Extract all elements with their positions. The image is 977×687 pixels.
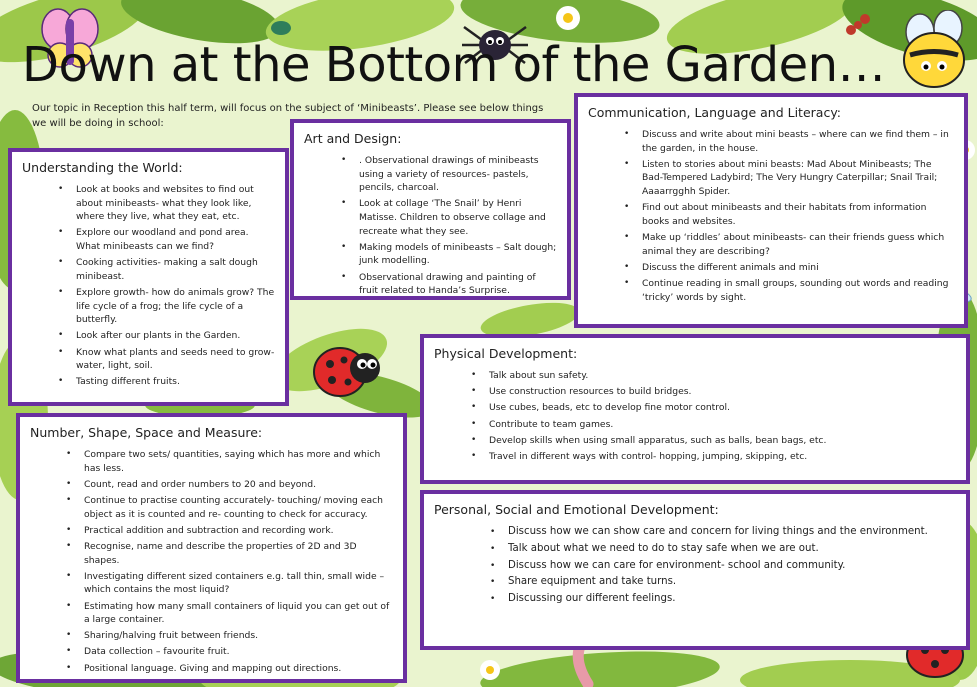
personal-social-panel [420,490,970,650]
list-item: • Make up ‘riddles’ about minibeasts- can their friends guess which animal they are describing? [642,231,954,258]
bullet-list [30,448,393,675]
bullet-list [22,183,275,389]
list-item: • Estimating how many small containers of liquid you can get out of a large container. [84,600,393,627]
list-item: • Know what plants and seeds need to grow- water, light, soil. [76,346,275,373]
panel-heading: Physical Development: [434,346,578,361]
understanding-world-panel [8,148,289,406]
list-item: • Discussing our different feelings. [508,592,956,606]
list-item: • Practical addition and subtraction and recording work. [84,524,393,538]
list-item: • Explore growth- how do animals grow? The life cycle of a frog; the life cycle of a butterfly. [76,286,275,327]
list-item: • Use construction resources to build bridges. [489,385,956,399]
list-item: • Discuss how we can care for environment- school and community. [508,559,956,573]
list-item: • Travel in different ways with control- hopping, jumping, skipping, etc. [489,450,956,464]
list-item: • Positional language. Giving and mapping out directions. [84,662,393,676]
list-item: • Tasting different fruits. [76,375,275,389]
list-item: • Contribute to team games. [489,418,956,432]
physical-development-panel [420,334,970,484]
bullet-list [434,369,956,464]
list-item: • Discuss the different animals and mini [642,261,954,275]
bullet-list [304,154,557,298]
list-item: • Talk about sun safety. [489,369,956,383]
panel-heading: Number, Shape, Space and Measure: [30,425,263,440]
ladybird-icon [310,340,385,400]
list-item: • Develop skills when using small apparatus, such as balls, bean bags, etc. [489,434,956,448]
intro-text: Our topic in Reception this half term, will focus on the subject of ‘Minibeasts’. Please see below things we will be doing in school: [32,103,544,129]
list-item: • Look after our plants in the Garden. [76,329,275,343]
list-item: • Continue reading in small groups, sounding out words and reading ‘tricky’ words by sight. [642,277,954,304]
list-item: • . Observational drawings of minibeasts using a variety of resources- pastels, pencils, charcoal. [359,154,557,195]
panel-heading: Art and Design: [304,131,402,146]
page-title: Down at the Bottom of the Garden… [22,37,886,93]
list-item: • Look at books and websites to find out about minibeasts- what they look like, where they live, what they eat, etc. [76,183,275,224]
number-shape-panel [16,413,407,683]
bullet-list [434,525,956,607]
beetle-icon [266,18,296,38]
bullet-list [588,128,954,304]
art-design-panel [290,119,571,300]
panel-heading: Understanding the World: [22,160,183,175]
list-item: • Talk about what we need to do to stay safe when we are out. [508,542,956,556]
list-item: • Sharing/halving fruit between friends. [84,629,393,643]
list-item: • Discuss and write about mini beasts – where can we find them – in the garden, in the house. [642,128,954,155]
list-item: • Making models of minibeasts – Salt dough; junk modelling. [359,241,557,268]
list-item: • Observational drawing and painting of fruit related to Handa’s Surprise. [359,271,557,298]
list-item: • Share equipment and take turns. [508,575,956,589]
list-item: • Recognise, name and describe the properties of 2D and 3D shapes. [84,540,393,567]
list-item: • Count, read and order numbers to 20 and beyond. [84,478,393,492]
list-item: • Discuss how we can show care and concern for living things and the environment. [508,525,956,539]
ant-icon [845,12,871,38]
list-item: • Use cubes, beads, etc to develop fine motor control. [489,401,956,415]
list-item: • Look at collage ‘The Snail’ by Henri Matisse. Children to observe collage and recreate what they see. [359,197,557,238]
list-item: • Cooking activities- making a salt dough minibeast. [76,256,275,283]
panel-heading: Communication, Language and Literacy: [588,105,842,120]
list-item: • Continue to practise counting accurately- touching/ moving each object as it is counted and re- counting to check for accuracy. [84,494,393,521]
list-item: • Investigating different sized containers e.g. tall thin, small wide – which contains the most liquid? [84,570,393,597]
list-item: • Compare two sets/ quantities, saying which has more and which has less. [84,448,393,475]
list-item: • Data collection – favourite fruit. [84,645,393,659]
panel-heading: Personal, Social and Emotional Development: [434,502,719,517]
list-item: • Find out about minibeasts and their habitats from information books and websites. [642,201,954,228]
list-item: • Explore our woodland and pond area. What minibeasts can we find? [76,226,275,253]
communication-language-panel [574,93,968,328]
list-item: • Listen to stories about mini beasts: Mad About Minibeasts; The Bad-Tempered Ladybird; The Very Hungry Caterpillar; Snail Trail; Aaaarrgghh Spider. [642,158,954,199]
